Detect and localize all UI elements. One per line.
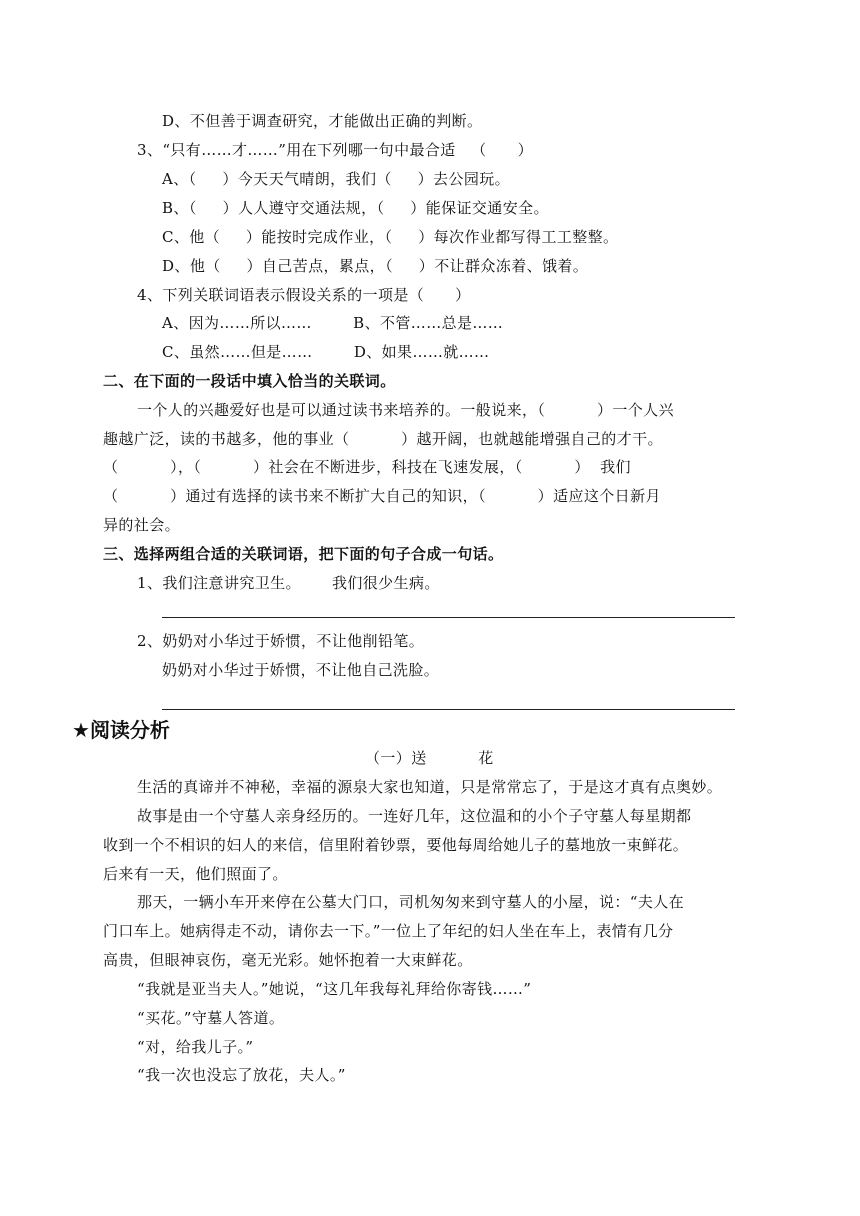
fill-paragraph-line: （ ）通过有选择的读书来不断扩大自己的知识，（ ）适应这个日新月 xyxy=(103,487,661,505)
fill-paragraph-line: 异的社会。 xyxy=(103,516,181,534)
passage-line: “我一次也没忘了放花，夫人。” xyxy=(137,1066,346,1084)
passage-line: 门口车上。她病得走不动，请你去一下。”一位上了年纪的妇人坐在车上，表情有几分 xyxy=(103,922,674,940)
option-3d: D、他（ ）自己苦点，累点，（ ）不让群众冻着、饿着。 xyxy=(162,257,589,275)
question-4-stem: 4、下列关联词语表示假设关系的一项是（ ） xyxy=(137,286,471,304)
reading-heading-text: 阅读分析 xyxy=(89,718,170,742)
section-2-title: 二、在下面的一段话中填入恰当的关联词。 xyxy=(103,372,396,390)
answer-line-2 xyxy=(162,709,735,710)
sentence-item-1: 1、我们注意讲究卫生。 我们很少生病。 xyxy=(137,574,440,592)
passage-line: “对，给我儿子。” xyxy=(137,1038,254,1056)
options-4-row1: A、因为……所以…… B、不管……总是…… xyxy=(162,314,504,332)
fill-paragraph-line: 一个人的兴趣爱好也是可以通过读书来培养的。一般说来，（ ）一个人兴 xyxy=(137,401,674,419)
fill-paragraph-line: （ ），（ ）社会在不断进步，科技在飞速发展，（ ） 我们 xyxy=(103,458,631,476)
reading-heading xyxy=(72,717,170,743)
option-3c: C、他（ ）能按时完成作业，（ ）每次作业都写得工工整整。 xyxy=(162,228,619,246)
sentence-item-2-line1: 2、奶奶对小华过于娇惯，不让他削铅笔。 xyxy=(137,632,425,650)
passage-line: 收到一个不相识的妇人的来信，信里附着钞票，要他每周给她儿子的墓地放一束鲜花。 xyxy=(103,836,689,854)
options-4-row2: C、虽然……但是…… D、如果……就…… xyxy=(162,343,490,361)
option-3a: A、（ ）今天天气晴朗，我们（ ）去公园玩。 xyxy=(162,170,511,188)
section-3-title: 三、选择两组合适的关联词语，把下面的句子合成一句话。 xyxy=(103,545,504,563)
sentence-item-2-line2: 奶奶对小华过于娇惯，不让他自己洗脸。 xyxy=(162,661,440,679)
passage-line: 高贵，但眼神哀伤，毫无光彩。她怀抱着一大束鲜花。 xyxy=(103,951,473,969)
passage-line: “买花。”守墓人答道。 xyxy=(137,1009,285,1027)
star-icon: ★ xyxy=(72,718,90,742)
passage-line: 故事是由一个守墓人亲身经历的。一连好几年，这位温和的小个子守墓人每星期都 xyxy=(137,807,692,825)
answer-line-1 xyxy=(162,617,735,618)
passage-line: “我就是亚当夫人。”她说，“这几年我每礼拜给你寄钱……” xyxy=(137,980,532,998)
option-3b: B、（ ）人人遵守交通法规，（ ）能保证交通安全。 xyxy=(162,199,549,217)
fill-paragraph-line: 趣越广泛，读的书越多，他的事业（ ）越开阔，也就越能增强自己的才干。 xyxy=(103,430,663,448)
passage-line: 那天，一辆小车开来停在公墓大门口，司机匆匆来到守墓人的小屋，说：“夫人在 xyxy=(137,893,685,911)
passage-title: （一）送 花 xyxy=(365,749,494,767)
option-2d: D、不但善于调查研究，才能做出正确的判断。 xyxy=(162,112,483,130)
passage-line: 生活的真谛并不神秘，幸福的源泉大家也知道，只是常常忘了，于是这才真有点奥妙。 xyxy=(137,778,723,796)
passage-line: 后来有一天，他们照面了。 xyxy=(103,865,288,883)
question-3-stem: 3、“只有……才……”用在下列哪一句中最合适 （ ） xyxy=(137,141,533,159)
